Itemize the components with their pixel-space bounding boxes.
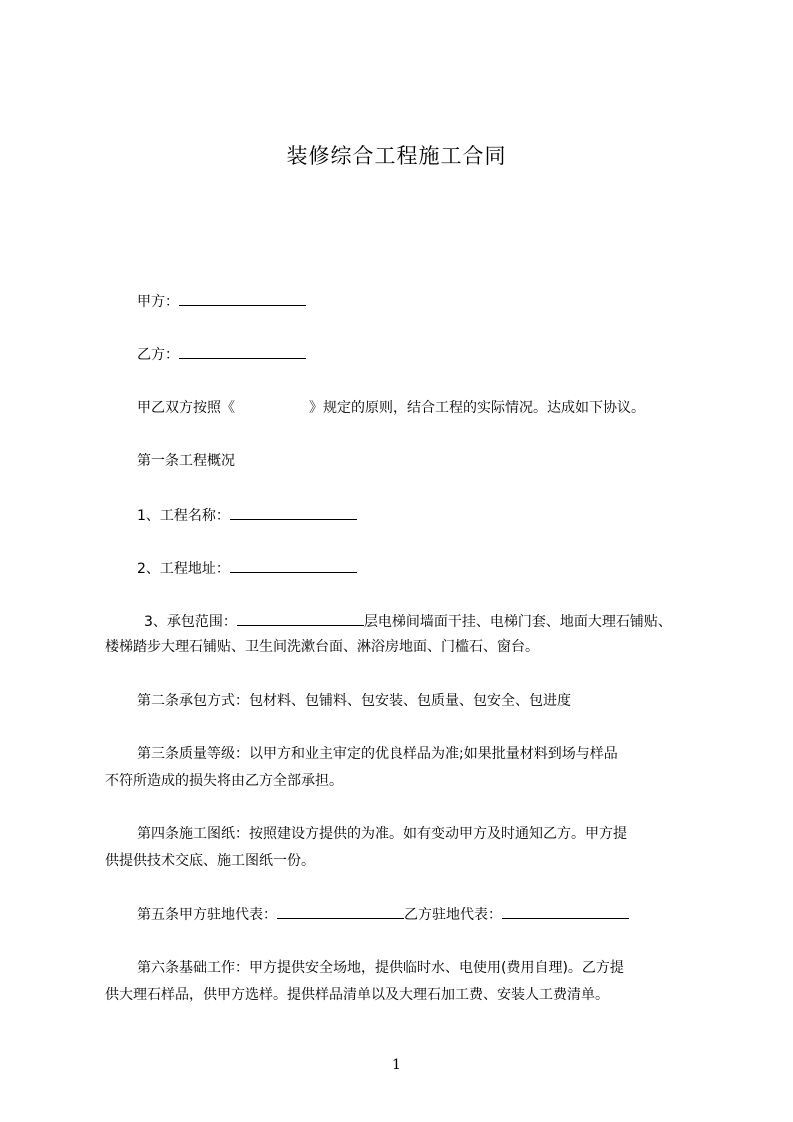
party-b-line <box>137 344 306 365</box>
item3-label: 3、承包范围： <box>144 614 237 630</box>
item2-blank <box>230 558 357 573</box>
item3-line1 <box>144 611 672 632</box>
party-b-label: 乙方： <box>137 347 179 363</box>
item3-after: 层电梯间墙面干挂、电梯门套、地面大理石铺贴、 <box>363 614 672 630</box>
party-a-label: 甲方： <box>137 294 179 310</box>
party-b-blank <box>179 344 306 359</box>
item1-line <box>137 505 357 526</box>
article4-line2: 供提供技术交底、施工图纸一份。 <box>105 853 315 869</box>
article2-line: 第二条承包方式：包材料、包铺料、包安装、包质量、包安全、包进度 <box>137 693 571 709</box>
party-a-line <box>137 291 306 312</box>
intro-line <box>137 398 645 418</box>
intro-before: 甲乙双方按照《 <box>137 400 235 416</box>
item3-blank <box>237 611 364 626</box>
article5-line <box>137 904 629 925</box>
item2-label: 2、工程地址： <box>137 561 230 577</box>
article6-line2: 供大理石样品，供甲方选样。提供样品清单以及大理石加工费、安装人工费清单。 <box>105 987 609 1003</box>
intro-after: 》规定的原则，结合工程的实际情况。达成如下协议。 <box>309 400 645 416</box>
article1-heading: 第一条工程概况 <box>137 453 235 469</box>
article3-line1: 第三条质量等级：以甲方和业主审定的优良样品为准;如果批量材料到场与样品 <box>137 746 618 762</box>
article5-label-a: 第五条甲方驻地代表： <box>137 907 277 923</box>
article5-blank-a <box>277 904 404 919</box>
article5-blank-b <box>502 904 629 919</box>
page-number: 1 <box>392 1057 401 1073</box>
item3-line2: 楼梯踏步大理石铺贴、卫生间洗漱台面、淋浴房地面、门槛石、窗台。 <box>105 639 539 655</box>
item1-label: 1、工程名称： <box>137 508 230 524</box>
article3-line2: 不符所造成的损失将由乙方全部承担。 <box>105 773 343 789</box>
item1-blank <box>230 505 357 520</box>
party-a-blank <box>179 291 306 306</box>
article4-line1: 第四条施工图纸：按照建设方提供的为准。如有变动甲方及时通知乙方。甲方提 <box>137 826 627 842</box>
item2-line <box>137 558 357 579</box>
article5-label-b: 乙方驻地代表： <box>404 907 502 923</box>
article6-line1: 第六条基础工作：甲方提供安全场地，提供临时水、电使用(费用自理)。乙方提 <box>137 960 624 976</box>
page-title: 装修综合工程施工合同 <box>286 144 507 168</box>
